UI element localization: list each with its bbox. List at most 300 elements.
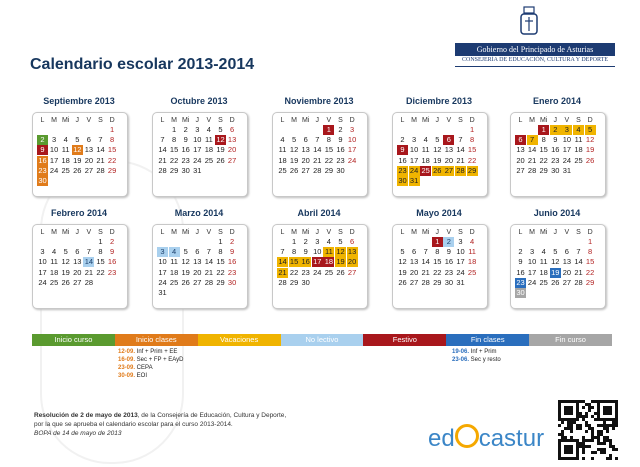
- weekday-header: M: [529, 117, 536, 124]
- day-cell: 2: [37, 135, 48, 145]
- day-cell: 31: [409, 176, 419, 185]
- weekday-header: Mi: [539, 229, 548, 236]
- day-cell: 20: [84, 155, 94, 165]
- day-cell: 9: [303, 247, 308, 257]
- day-cell: 17: [527, 267, 537, 277]
- day-cell: 3: [412, 135, 417, 145]
- day-cell: 2: [518, 247, 523, 257]
- month-name: Noviembre 2013: [284, 96, 354, 106]
- weekday-header: L: [280, 229, 285, 236]
- weekday-header: Mi: [539, 117, 548, 124]
- weekday-header: M: [291, 117, 298, 124]
- day-cell: 25: [169, 277, 179, 287]
- day-cell: 14: [96, 145, 105, 155]
- day-cell: 15: [216, 257, 225, 267]
- day-cell: 26: [336, 267, 345, 277]
- weekday-header: V: [564, 229, 570, 236]
- note-text: Inf + Prim: [469, 349, 497, 355]
- day-cell: 29: [539, 165, 548, 175]
- day-cell: 12: [398, 257, 407, 267]
- legend-item: Festivo: [363, 334, 446, 346]
- day-cell: 16: [181, 145, 190, 155]
- day-cell: 8: [470, 135, 475, 145]
- day-cell: 17: [313, 257, 322, 267]
- note-date: 16-09.: [118, 357, 136, 363]
- day-cell: 6: [350, 237, 355, 246]
- day-cell: 21: [84, 267, 94, 277]
- day-cell: 19: [398, 267, 407, 277]
- day-cell: 7: [86, 247, 91, 257]
- day-cell: 3: [52, 135, 57, 145]
- day-cell: 4: [326, 237, 331, 246]
- weekday-header: Mi: [421, 117, 430, 124]
- day-cell: 2: [338, 125, 343, 134]
- day-cell: 26: [61, 277, 70, 287]
- day-cell: 12: [289, 145, 299, 155]
- day-cell: 25: [574, 155, 583, 165]
- day-cell: 25: [539, 277, 548, 287]
- month-name: Junio 2014: [533, 208, 581, 218]
- day-cell: 8: [292, 247, 297, 257]
- day-cell: 23: [336, 155, 345, 165]
- day-cell: 30: [301, 277, 310, 287]
- bopa-reference: BOPA de 14 de mayo de 2013: [34, 430, 122, 437]
- day-cell: 9: [338, 135, 343, 145]
- government-name: Gobierno del Principado de Asturias: [455, 43, 615, 56]
- note-date: 12-09.: [118, 349, 136, 355]
- weekday-header: L: [518, 117, 523, 124]
- day-cell: 4: [573, 125, 584, 135]
- day-cell: 29: [467, 165, 477, 175]
- day-cell: 28: [527, 165, 537, 175]
- day-cell: 30: [181, 165, 190, 175]
- day-cell: 3: [350, 125, 355, 134]
- day-cell: 22: [216, 267, 225, 277]
- month-name: Septiembre 2013: [43, 96, 115, 106]
- day-cell: 28: [313, 165, 322, 175]
- day-cell: 14: [574, 257, 583, 267]
- weekday-header: Mi: [181, 229, 190, 236]
- legend-bar: [32, 334, 612, 346]
- day-cell: 4: [423, 135, 428, 145]
- day-cell: 21: [527, 155, 537, 165]
- weekday-header: J: [553, 117, 558, 124]
- day-cell: 20: [227, 145, 237, 155]
- day-cell: 5: [435, 135, 440, 145]
- day-cell: 9: [183, 135, 188, 145]
- day-cell: 9: [397, 145, 408, 155]
- note-date: 19-06.: [452, 349, 470, 355]
- day-cell: 8: [218, 247, 223, 257]
- day-cell: 1: [323, 125, 334, 135]
- day-cell: 19: [289, 155, 299, 165]
- day-cell: 10: [527, 257, 537, 267]
- day-cell: 10: [347, 135, 357, 145]
- weekday-header: L: [160, 117, 165, 124]
- month-grid: [152, 224, 248, 309]
- weekday-header: S: [98, 229, 103, 236]
- legend-item: Inicio curso: [32, 334, 115, 346]
- day-cell: 23: [38, 165, 47, 175]
- day-cell: 27: [444, 165, 454, 175]
- day-cell: 2: [183, 125, 188, 134]
- day-cell: 24: [49, 165, 59, 175]
- weekday-header: J: [195, 229, 200, 236]
- month-grid: [32, 224, 128, 309]
- day-cell: 11: [468, 247, 476, 257]
- day-cell: 15: [107, 145, 117, 155]
- day-cell: 27: [193, 277, 202, 287]
- weekday-header: S: [338, 229, 343, 236]
- weekday-header: V: [446, 117, 452, 124]
- day-cell: 7: [280, 247, 285, 257]
- weekday-header: D: [587, 117, 593, 124]
- logo-text-right: castur: [478, 425, 545, 452]
- day-cell: 23: [301, 267, 310, 277]
- day-cell: 18: [467, 257, 477, 267]
- weekday-header: Mi: [61, 117, 70, 124]
- day-cell: 8: [172, 135, 177, 145]
- weekday-header: L: [518, 229, 523, 236]
- day-cell: 20: [409, 267, 419, 277]
- month-name: Diciembre 2013: [405, 96, 473, 106]
- weekday-header: V: [206, 117, 212, 124]
- day-cell: 14: [527, 145, 537, 155]
- day-cell: 25: [421, 165, 430, 175]
- day-cell: 9: [553, 135, 558, 145]
- day-cell: 28: [278, 277, 287, 287]
- day-cell: 1: [470, 125, 475, 134]
- day-cell: 16: [398, 155, 407, 165]
- day-cell: 16: [551, 145, 560, 155]
- day-cell: 15: [467, 145, 477, 155]
- day-cell: 31: [562, 165, 572, 175]
- day-cell: 24: [158, 277, 167, 287]
- weekday-header: J: [315, 117, 320, 124]
- day-cell: 29: [107, 165, 117, 175]
- weekday-header: V: [564, 117, 570, 124]
- day-cell: 26: [585, 155, 595, 165]
- day-cell: 13: [84, 145, 94, 155]
- note-line: [118, 348, 183, 356]
- day-cell: 1: [292, 237, 297, 246]
- day-cell: 5: [553, 247, 558, 257]
- weekday-header: J: [75, 229, 80, 236]
- day-cell: 8: [98, 247, 103, 257]
- day-cell: 8: [588, 247, 593, 257]
- day-cell: 29: [585, 277, 595, 287]
- day-cell: 23: [181, 155, 190, 165]
- weekday-header: J: [195, 117, 200, 124]
- note-line: [452, 356, 501, 364]
- day-cell: 12: [181, 257, 190, 267]
- weekday-header: Mi: [181, 117, 190, 124]
- day-cell: 2: [230, 237, 235, 246]
- day-cell: 18: [324, 257, 334, 267]
- day-cell: 5: [585, 125, 596, 135]
- weekday-header: J: [75, 117, 80, 124]
- day-cell: 17: [456, 257, 465, 267]
- day-cell: 10: [38, 257, 47, 267]
- day-cell: 24: [313, 267, 322, 277]
- resolution-rest: , de la Consejería de Educación, Cultura y Deporte,: [137, 412, 287, 419]
- note-line: [118, 356, 183, 364]
- day-cell: 19: [73, 155, 82, 165]
- weekday-header: D: [349, 229, 355, 236]
- month-grid: [272, 224, 368, 309]
- day-cell: 18: [61, 155, 70, 165]
- legend-item: No lectivo: [281, 334, 364, 346]
- day-cell: 26: [289, 165, 299, 175]
- day-cell: 11: [50, 257, 58, 267]
- day-cell: 14: [313, 145, 322, 155]
- page-title: Calendario escolar 2013-2014: [30, 56, 255, 73]
- month-grid: [510, 224, 606, 309]
- day-cell: 21: [204, 267, 214, 277]
- weekday-header: V: [326, 229, 332, 236]
- weekday-header: S: [98, 117, 103, 124]
- day-cell: 26: [433, 165, 442, 175]
- day-cell: 7: [315, 135, 320, 145]
- month-grid: [392, 112, 488, 197]
- day-cell: 29: [433, 277, 442, 287]
- logo-ring-icon: [455, 424, 479, 448]
- day-cell: 30: [398, 176, 407, 185]
- day-cell: 31: [193, 165, 202, 175]
- weekday-header: D: [109, 229, 115, 236]
- day-cell: 11: [204, 135, 213, 145]
- day-cell: 14: [204, 257, 214, 267]
- day-cell: 4: [280, 135, 285, 145]
- day-cell: 21: [421, 267, 430, 277]
- weekday-header: L: [400, 229, 405, 236]
- weekday-header: S: [576, 229, 581, 236]
- month-grid: [392, 224, 488, 309]
- educastur-logo: [428, 424, 544, 453]
- day-cell: 17: [49, 155, 59, 165]
- day-cell: 21: [574, 267, 583, 277]
- day-cell: 22: [324, 155, 334, 165]
- day-cell: 4: [169, 247, 180, 257]
- day-cell: 17: [562, 145, 572, 155]
- day-cell: 28: [421, 277, 430, 287]
- day-cell: 11: [421, 145, 430, 155]
- weekday-header: J: [553, 229, 558, 236]
- day-cell: 20: [562, 267, 572, 277]
- weekday-header: L: [160, 229, 165, 236]
- day-cell: 14: [158, 145, 167, 155]
- month-name: Octubre 2013: [170, 96, 228, 106]
- day-cell: 24: [347, 155, 357, 165]
- day-cell: 28: [84, 277, 94, 287]
- day-cell: 19: [551, 267, 560, 277]
- day-cell: 30: [336, 165, 345, 175]
- day-cell: 6: [195, 247, 200, 257]
- weekday-header: S: [458, 117, 463, 124]
- class-start-notes: [118, 348, 183, 380]
- day-cell: 11: [324, 247, 333, 257]
- weekday-header: J: [435, 229, 440, 236]
- weekday-header: Mi: [61, 229, 70, 236]
- day-cell: 22: [169, 155, 179, 165]
- day-cell: 31: [158, 288, 167, 297]
- day-cell: 2: [443, 237, 454, 247]
- weekday-header: Mi: [301, 229, 310, 236]
- day-cell: 9: [110, 247, 115, 257]
- day-cell: 27: [562, 277, 572, 287]
- day-cell: 7: [423, 247, 428, 257]
- day-cell: 9: [518, 257, 523, 267]
- day-cell: 28: [96, 165, 105, 175]
- day-cell: 15: [289, 257, 299, 267]
- day-cell: 19: [181, 267, 190, 277]
- day-cell: 10: [193, 135, 202, 145]
- weekday-header: M: [411, 229, 418, 236]
- day-cell: 15: [585, 257, 595, 267]
- day-cell: 30: [444, 277, 454, 287]
- weekday-header: D: [469, 117, 475, 124]
- day-cell: 19: [61, 267, 70, 277]
- day-cell: 11: [170, 257, 178, 267]
- weekday-header: S: [338, 117, 343, 124]
- day-cell: 18: [421, 155, 430, 165]
- month-name: Marzo 2014: [174, 208, 224, 218]
- logo-text-left: ed: [428, 425, 455, 452]
- weekday-header: J: [435, 117, 440, 124]
- day-cell: 25: [61, 165, 70, 175]
- day-cell: 12: [336, 247, 345, 257]
- day-cell: 21: [278, 267, 287, 277]
- day-cell: 5: [75, 135, 80, 145]
- month-grid: [32, 112, 128, 197]
- note-line: [118, 364, 183, 372]
- day-cell: 14: [278, 257, 287, 267]
- day-cell: 23: [227, 267, 237, 277]
- note-text: EOI: [135, 373, 148, 379]
- day-cell: 25: [467, 267, 477, 277]
- day-cell: 18: [169, 267, 179, 277]
- legend-item: Fin curso: [529, 334, 612, 346]
- day-cell: 24: [562, 155, 572, 165]
- resolution-line2: por la que se aprueba el calendario escolar para el curso 2013-2014.: [34, 421, 233, 428]
- day-cell: 15: [433, 257, 442, 267]
- day-cell: 5: [183, 247, 188, 257]
- day-cell: 6: [230, 125, 235, 134]
- day-cell: 7: [458, 135, 463, 145]
- weekday-header: D: [229, 229, 235, 236]
- department-name: CONSEJERÍA DE EDUCACIÓN, CULTURA Y DEPORTE: [462, 57, 608, 63]
- weekday-header: J: [315, 229, 320, 236]
- qr-code-icon: [558, 400, 618, 460]
- day-cell: 25: [204, 155, 214, 165]
- weekday-header: L: [280, 117, 285, 124]
- legend-item: Inicio clases: [115, 334, 198, 346]
- day-cell: 1: [432, 237, 443, 247]
- day-cell: 25: [49, 277, 59, 287]
- day-cell: 12: [61, 257, 70, 267]
- day-cell: 16: [516, 267, 525, 277]
- day-cell: 3: [40, 247, 45, 257]
- resolution-title: Resolución de 2 de mayo de 2013: [34, 412, 138, 419]
- day-cell: 26: [551, 277, 560, 287]
- day-cell: 27: [347, 267, 357, 277]
- note-text: Inf + Prim + EE: [135, 349, 178, 355]
- day-cell: 28: [204, 277, 214, 287]
- day-cell: 23: [516, 277, 525, 287]
- day-cell: 10: [158, 257, 167, 267]
- weekday-header: Mi: [421, 229, 430, 236]
- day-cell: 27: [301, 165, 310, 175]
- day-cell: 13: [409, 257, 419, 267]
- header-divider: [455, 66, 615, 67]
- day-cell: 14: [456, 145, 465, 155]
- day-cell: 1: [98, 237, 103, 246]
- day-cell: 27: [409, 277, 419, 287]
- day-cell: 16: [301, 257, 310, 267]
- day-cell: 13: [227, 135, 237, 145]
- day-cell: 24: [456, 267, 465, 277]
- note-line: [118, 372, 183, 380]
- weekday-header: V: [446, 229, 452, 236]
- day-cell: 12: [73, 145, 82, 155]
- day-cell: 30: [551, 165, 560, 175]
- weekday-header: D: [469, 229, 475, 236]
- day-cell: 30: [227, 277, 237, 287]
- day-cell: 9: [37, 145, 48, 155]
- day-cell: 23: [551, 155, 560, 165]
- day-cell: 12: [433, 145, 442, 155]
- day-cell: 29: [216, 277, 225, 287]
- month-grid: [152, 112, 248, 197]
- day-cell: 1: [218, 237, 223, 246]
- day-cell: 20: [301, 155, 310, 165]
- day-cell: 21: [313, 155, 322, 165]
- day-cell: 7: [576, 247, 581, 257]
- day-cell: 2: [550, 125, 561, 135]
- day-cell: 6: [515, 135, 526, 145]
- note-text: Sec + FP + EAyD: [135, 357, 184, 363]
- day-cell: 13: [444, 145, 454, 155]
- day-cell: 11: [278, 145, 287, 155]
- footer-text: [34, 411, 374, 438]
- weekday-header: Mi: [301, 117, 310, 124]
- weekday-header: L: [40, 229, 45, 236]
- day-cell: 3: [157, 247, 168, 257]
- day-cell: 21: [96, 155, 105, 165]
- weekday-header: M: [171, 117, 178, 124]
- day-cell: 17: [38, 267, 47, 277]
- day-cell: 24: [38, 277, 47, 287]
- day-cell: 24: [527, 277, 537, 287]
- day-cell: 11: [61, 145, 70, 155]
- day-cell: 10: [562, 135, 572, 145]
- day-cell: 30: [38, 176, 47, 185]
- day-cell: 26: [73, 165, 82, 175]
- day-cell: 3: [458, 237, 463, 246]
- day-cell: 14: [421, 257, 430, 267]
- day-cell: 4: [541, 247, 546, 257]
- day-cell: 13: [516, 145, 525, 155]
- day-cell: 21: [456, 155, 465, 165]
- weekday-header: S: [576, 117, 581, 124]
- day-cell: 20: [516, 155, 525, 165]
- day-cell: 27: [84, 165, 94, 175]
- day-cell: 1: [172, 125, 177, 134]
- day-cell: 18: [49, 267, 59, 277]
- day-cell: 8: [326, 135, 331, 145]
- day-cell: 3: [195, 125, 200, 134]
- note-text: CEPA: [135, 365, 153, 371]
